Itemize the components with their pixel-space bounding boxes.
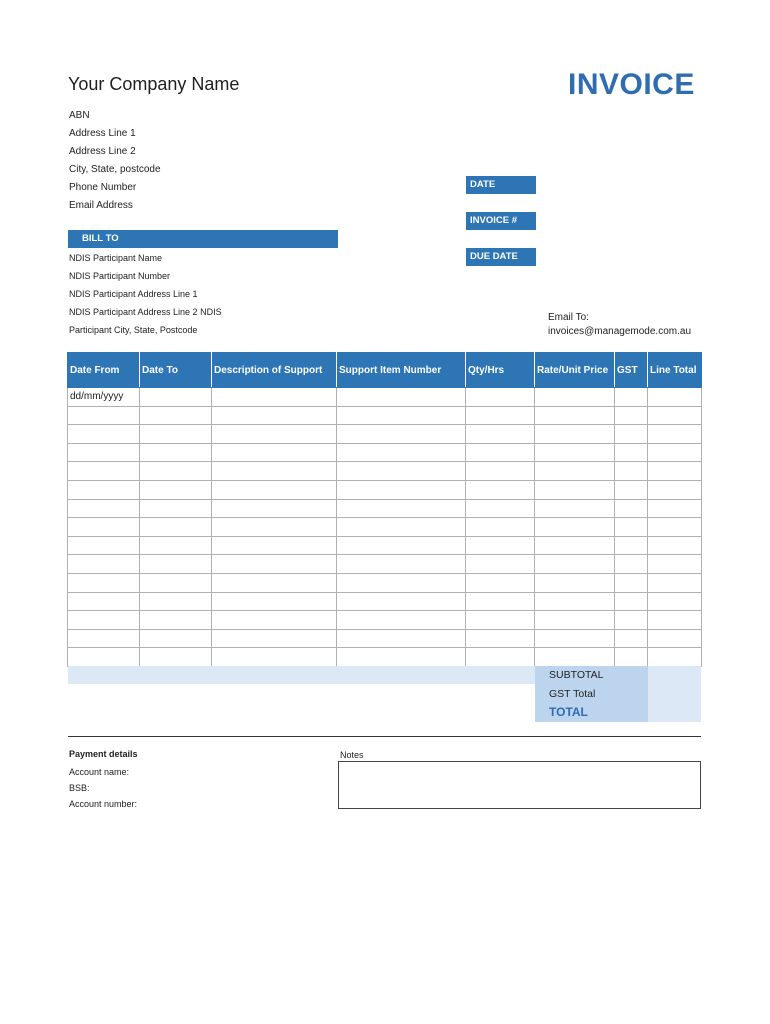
table-cell[interactable] xyxy=(466,573,535,592)
table-row xyxy=(68,592,702,611)
table-cell[interactable] xyxy=(140,480,212,499)
table-cell[interactable] xyxy=(466,406,535,425)
table-cell[interactable] xyxy=(212,573,337,592)
table-cell[interactable] xyxy=(535,592,615,611)
table-cell[interactable] xyxy=(140,406,212,425)
table-row xyxy=(68,499,702,518)
subtotal-label: SUBTOTAL xyxy=(549,669,604,681)
table-cell[interactable] xyxy=(466,536,535,555)
table-cell[interactable] xyxy=(648,499,702,518)
participant-city: Participant City, State, Postcode xyxy=(69,325,198,335)
table-cell[interactable] xyxy=(535,480,615,499)
table-cell[interactable] xyxy=(337,611,466,630)
summary-values-panel xyxy=(648,666,701,722)
table-cell[interactable] xyxy=(535,462,615,481)
col-support-item-number: Support Item Number xyxy=(337,353,466,388)
table-cell[interactable] xyxy=(615,480,648,499)
table-cell[interactable] xyxy=(337,573,466,592)
table-cell[interactable] xyxy=(140,648,212,667)
table-cell[interactable] xyxy=(68,443,140,462)
table-cell[interactable] xyxy=(615,592,648,611)
table-cell[interactable] xyxy=(212,536,337,555)
invoice-title: INVOICE xyxy=(568,68,695,101)
table-cell[interactable] xyxy=(648,573,702,592)
table-row xyxy=(68,425,702,444)
table-cell[interactable] xyxy=(337,388,466,407)
table-header-row xyxy=(68,353,702,388)
table-cell[interactable] xyxy=(337,480,466,499)
date-label: DATE xyxy=(466,176,536,194)
table-cell[interactable] xyxy=(68,480,140,499)
table-cell[interactable] xyxy=(535,611,615,630)
company-name: Your Company Name xyxy=(68,74,240,94)
table-cell[interactable] xyxy=(615,648,648,667)
table-cell[interactable] xyxy=(615,499,648,518)
email-to-address[interactable]: invoices@managemode.com.au xyxy=(548,326,692,337)
table-cell[interactable]: dd/mm/yyyy xyxy=(68,388,140,407)
table-cell[interactable] xyxy=(140,555,212,574)
col-gst: GST xyxy=(615,353,648,388)
notes-box[interactable] xyxy=(338,761,701,809)
table-cell[interactable] xyxy=(466,629,535,648)
table-cell[interactable] xyxy=(535,499,615,518)
table-row xyxy=(68,648,702,667)
table-cell[interactable] xyxy=(212,555,337,574)
table-cell[interactable] xyxy=(212,462,337,481)
table-cell[interactable] xyxy=(466,388,535,407)
table-row xyxy=(68,480,702,499)
table-row xyxy=(68,406,702,425)
company-city-state: City, State, postcode xyxy=(69,164,161,175)
table-cell[interactable] xyxy=(68,518,140,537)
email-to-block xyxy=(548,311,691,339)
table-cell[interactable] xyxy=(648,425,702,444)
table-cell[interactable] xyxy=(212,425,337,444)
invoice-number-label: INVOICE # xyxy=(466,212,536,230)
table-cell[interactable] xyxy=(615,388,648,407)
table-cell[interactable] xyxy=(648,555,702,574)
table-cell[interactable] xyxy=(615,462,648,481)
table-cell[interactable] xyxy=(140,499,212,518)
gst-total-label: GST Total xyxy=(549,688,596,700)
table-cell[interactable] xyxy=(648,592,702,611)
col-date-from: Date From xyxy=(68,353,140,388)
table-cell[interactable] xyxy=(615,611,648,630)
company-email: Email Address xyxy=(69,200,133,211)
due-date-label: DUE DATE xyxy=(466,248,536,266)
table-cell[interactable] xyxy=(140,629,212,648)
col-description: Description of Support xyxy=(212,353,337,388)
table-cell[interactable] xyxy=(648,388,702,407)
participant-address-2: NDIS Participant Address Line 2 NDIS xyxy=(69,307,222,317)
table-cell[interactable] xyxy=(212,648,337,667)
company-address-line-1: Address Line 1 xyxy=(69,128,136,139)
table-cell[interactable] xyxy=(535,406,615,425)
table-cell[interactable] xyxy=(68,611,140,630)
table-cell[interactable] xyxy=(212,388,337,407)
table-cell[interactable] xyxy=(212,592,337,611)
col-date-to: Date To xyxy=(140,353,212,388)
table-cell[interactable] xyxy=(615,518,648,537)
table-row xyxy=(68,611,702,630)
table-cell[interactable] xyxy=(648,462,702,481)
line-items-table xyxy=(67,352,702,667)
table-cell[interactable] xyxy=(337,555,466,574)
table-row xyxy=(68,518,702,537)
participant-name: NDIS Participant Name xyxy=(69,253,163,263)
table-cell[interactable] xyxy=(466,611,535,630)
table-cell[interactable] xyxy=(615,406,648,425)
table-row xyxy=(68,573,702,592)
col-rate-unit-price: Rate/Unit Price xyxy=(535,353,615,388)
table-cell[interactable] xyxy=(337,536,466,555)
table-cell[interactable] xyxy=(648,518,702,537)
table-cell[interactable] xyxy=(337,425,466,444)
table-cell[interactable] xyxy=(212,406,337,425)
table-cell[interactable] xyxy=(140,462,212,481)
table-cell[interactable] xyxy=(615,629,648,648)
table-cell[interactable] xyxy=(212,518,337,537)
table-cell[interactable] xyxy=(466,518,535,537)
table-cell[interactable] xyxy=(212,629,337,648)
table-cell[interactable] xyxy=(466,648,535,667)
table-cell[interactable] xyxy=(140,611,212,630)
table-cell[interactable] xyxy=(535,648,615,667)
table-cell[interactable] xyxy=(337,443,466,462)
table-cell[interactable] xyxy=(615,443,648,462)
table-cell[interactable] xyxy=(140,573,212,592)
table-cell[interactable] xyxy=(615,536,648,555)
payment-details-title: Payment details xyxy=(69,749,138,759)
table-cell[interactable] xyxy=(212,611,337,630)
summary-band xyxy=(68,666,535,684)
table-cell[interactable] xyxy=(615,555,648,574)
notes-label: Notes xyxy=(340,750,364,760)
table-cell[interactable] xyxy=(68,462,140,481)
table-cell[interactable] xyxy=(68,592,140,611)
table-cell[interactable] xyxy=(535,518,615,537)
table-cell[interactable] xyxy=(648,480,702,499)
table-cell[interactable] xyxy=(466,462,535,481)
total-label: TOTAL xyxy=(549,705,588,719)
col-qty-hrs: Qty/Hrs xyxy=(466,353,535,388)
table-cell[interactable] xyxy=(68,406,140,425)
table-cell[interactable] xyxy=(615,573,648,592)
table-row xyxy=(68,388,702,407)
table-cell[interactable] xyxy=(535,573,615,592)
table-cell[interactable] xyxy=(648,443,702,462)
table-cell[interactable] xyxy=(535,629,615,648)
table-cell[interactable] xyxy=(337,518,466,537)
table-cell[interactable] xyxy=(648,406,702,425)
table-cell[interactable] xyxy=(337,406,466,425)
table-cell[interactable] xyxy=(212,480,337,499)
account-name-label: Account name: xyxy=(69,767,130,777)
table-cell[interactable] xyxy=(648,536,702,555)
table-cell[interactable] xyxy=(212,443,337,462)
section-divider xyxy=(68,736,701,737)
table-cell[interactable] xyxy=(337,462,466,481)
table-cell[interactable] xyxy=(337,648,466,667)
table-body xyxy=(68,388,702,667)
table-cell[interactable] xyxy=(68,425,140,444)
account-number-label: Account number: xyxy=(69,799,138,809)
table-cell[interactable] xyxy=(68,536,140,555)
table-cell[interactable] xyxy=(466,592,535,611)
table-cell[interactable] xyxy=(140,388,212,407)
company-abn: ABN xyxy=(69,110,90,121)
table-cell[interactable] xyxy=(535,536,615,555)
table-row xyxy=(68,629,702,648)
table-cell[interactable] xyxy=(648,648,702,667)
table-cell[interactable] xyxy=(615,425,648,444)
table-cell[interactable] xyxy=(140,536,212,555)
table-cell[interactable] xyxy=(535,388,615,407)
table-cell[interactable] xyxy=(68,555,140,574)
email-to-label: Email To: xyxy=(548,312,589,323)
participant-number: NDIS Participant Number xyxy=(69,271,171,281)
participant-address-1: NDIS Participant Address Line 1 xyxy=(69,289,198,299)
table-cell[interactable] xyxy=(68,629,140,648)
table-cell[interactable] xyxy=(648,629,702,648)
table-cell[interactable] xyxy=(466,425,535,444)
table-cell[interactable] xyxy=(140,443,212,462)
table-row xyxy=(68,536,702,555)
table-cell[interactable] xyxy=(466,443,535,462)
table-cell[interactable] xyxy=(337,629,466,648)
table-cell[interactable] xyxy=(535,425,615,444)
table-cell[interactable] xyxy=(466,555,535,574)
table-cell[interactable] xyxy=(337,499,466,518)
company-address-line-2: Address Line 2 xyxy=(69,146,136,157)
table-cell[interactable] xyxy=(466,499,535,518)
table-cell[interactable] xyxy=(535,443,615,462)
table-cell[interactable] xyxy=(68,573,140,592)
table-row xyxy=(68,443,702,462)
table-cell[interactable] xyxy=(648,611,702,630)
table-cell[interactable] xyxy=(140,425,212,444)
bill-to-header: BILL TO xyxy=(68,230,338,248)
table-cell[interactable] xyxy=(535,555,615,574)
table-cell[interactable] xyxy=(212,499,337,518)
company-phone: Phone Number xyxy=(69,182,137,193)
table-cell[interactable] xyxy=(466,480,535,499)
table-cell[interactable] xyxy=(337,592,466,611)
table-cell[interactable] xyxy=(140,518,212,537)
table-cell[interactable] xyxy=(140,592,212,611)
table-row xyxy=(68,555,702,574)
col-line-total: Line Total xyxy=(648,353,702,388)
table-cell[interactable] xyxy=(68,499,140,518)
table-cell[interactable] xyxy=(68,648,140,667)
bsb-label: BSB: xyxy=(69,783,90,793)
table-row xyxy=(68,462,702,481)
